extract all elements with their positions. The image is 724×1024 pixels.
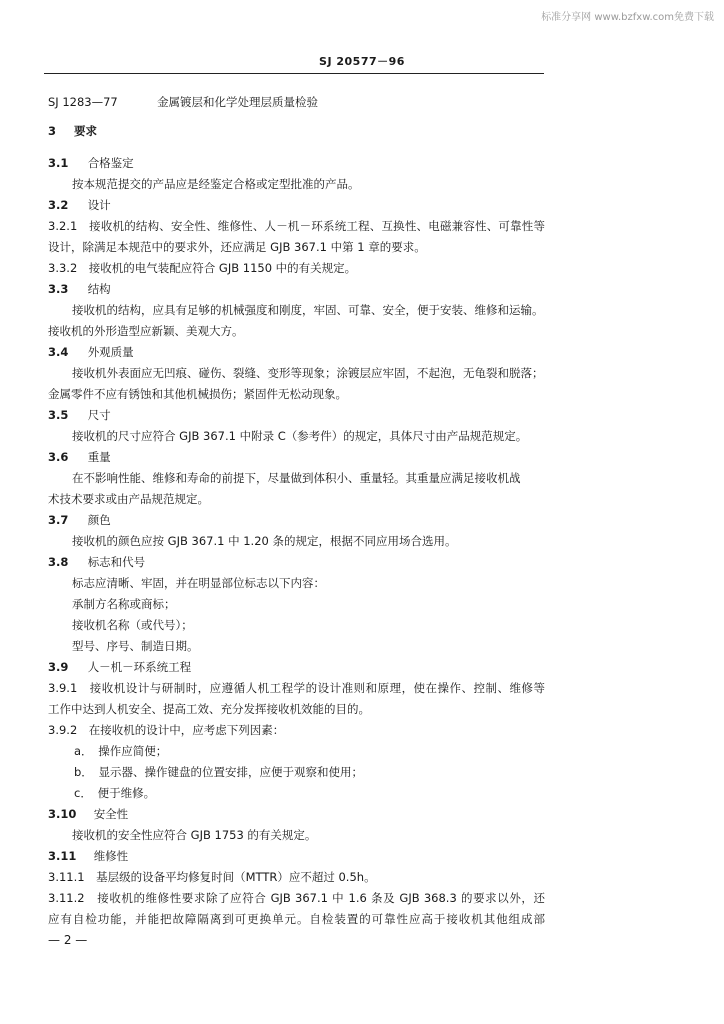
section-title: 要求: [74, 124, 98, 138]
reference-code: SJ 1283—77: [48, 95, 118, 109]
list-item: 接收机名称（或代号）；: [72, 618, 193, 632]
section-number: 3: [48, 124, 57, 138]
section-title: 安全性: [93, 807, 129, 821]
paragraph: 3.11.1 基层级的设备平均修复时间（MTTR）应不超过 0.5h。: [48, 870, 376, 884]
section-number: 3.1: [48, 156, 69, 170]
section-number: 3.4: [48, 345, 69, 359]
paragraph: 接收机的外形造型应新颖、美观大方。: [48, 324, 244, 338]
section-3-2-heading: [48, 198, 111, 212]
list-item: 承制方名称或商标；: [72, 597, 176, 611]
section-title: 结构: [87, 282, 111, 296]
section-3-heading: [48, 124, 97, 138]
section-title: 重量: [87, 450, 111, 464]
section-3-8-heading: [48, 555, 145, 569]
paragraph: 标志应清晰、牢固，并在明显部位标志以下内容：: [72, 576, 325, 590]
section-number: 3.9: [48, 660, 69, 674]
paragraph: 金属零件不应有锈蚀和其他机械损伤；紧固件无松动现象。: [48, 387, 347, 401]
paragraph: 3.11.2 接收机的维修性要求除了应符合 GJB 367.1 中 1.6 条及 GJB 368.3 的要求以外，还: [48, 891, 545, 905]
section-title: 人－机－环系统工程: [87, 660, 192, 674]
section-3-11-heading: [48, 849, 128, 863]
section-number: 3.3: [48, 282, 69, 296]
section-title: 维修性: [93, 849, 129, 863]
section-title: 外观质量: [87, 345, 134, 359]
paragraph: 接收机的安全性应符合 GJB 1753 的有关规定。: [72, 828, 317, 842]
reference-title: 金属镀层和化学处理层质量检验: [157, 95, 319, 109]
section-number: 3.6: [48, 450, 69, 464]
list-item: a． 操作应简便；: [74, 744, 168, 758]
list-item: 型号、序号、制造日期。: [72, 639, 199, 653]
paragraph: 应有自检功能，并能把故障隔离到可更换单元。自检装置的可靠性应高于接收机其他组成部: [48, 912, 545, 926]
paragraph: 在不影响性能、维修和寿命的前提下，尽量做到体积小、重量轻。其重量应满足接收机战: [72, 471, 521, 485]
reference-line: [48, 95, 318, 109]
section-3-7-heading: [48, 513, 111, 527]
paragraph: 3.2.1 接收机的结构、安全性、维修性、人－机－环系统工程、互换性、电磁兼容性、可靠性等: [48, 219, 545, 233]
watermark: 标准分享网 www.bzfxw.com免费下载: [541, 12, 714, 23]
section-title: 尺寸: [87, 408, 111, 422]
section-title: 设计: [87, 198, 111, 212]
paragraph: 3.9.1 接收机设计与研制时，应遵循人机工程学的设计准则和原理，使在操作、控制、维修等: [48, 681, 545, 695]
section-title: 颜色: [87, 513, 111, 527]
section-3-3-heading: [48, 282, 111, 296]
section-3-4-heading: [48, 345, 134, 359]
list-item: b． 显示器、操作键盘的位置安排，应便于观察和使用；: [74, 765, 364, 779]
section-number: 3.10: [48, 807, 77, 821]
section-number: 3.7: [48, 513, 69, 527]
paragraph: 接收机的结构，应具有足够的机械强度和刚度，牢固、可靠、安全，便于安装、维修和运输。: [72, 303, 544, 317]
paragraph: 接收机外表面应无凹痕、碰伤、裂缝、变形等现象；涂镀层应牢固，不起泡，无龟裂和脱落；: [72, 366, 544, 380]
section-3-9-heading: [48, 660, 191, 674]
paragraph: 3.3.2 接收机的电气装配应符合 GJB 1150 中的有关规定。: [48, 261, 357, 275]
section-title: 标志和代号: [87, 555, 146, 569]
paragraph: 按本规范提交的产品应是经鉴定合格或定型批准的产品。: [72, 177, 360, 191]
paragraph: 设计，除满足本规范中的要求外，还应满足 GJB 367.1 中第 1 章的要求。: [48, 240, 426, 254]
section-3-5-heading: [48, 408, 111, 422]
section-number: 3.5: [48, 408, 69, 422]
section-number: 3.11: [48, 849, 77, 863]
paragraph: 接收机的尺寸应符合 GJB 367.1 中附录 C（参考件）的规定，具体尺寸由产品规范规定。: [72, 429, 528, 443]
header-divider: [44, 73, 544, 74]
standard-code-header: SJ 20577－96: [319, 55, 405, 68]
section-number: 3.2: [48, 198, 69, 212]
section-3-6-heading: [48, 450, 111, 464]
list-item: c． 便于维修。: [74, 786, 156, 800]
section-number: 3.8: [48, 555, 69, 569]
paragraph: 工作中达到人机安全、提高工效、充分发挥接收机效能的目的。: [48, 702, 370, 716]
paragraph: 术技术要求或由产品规范规定。: [48, 492, 209, 506]
section-3-10-heading: [48, 807, 128, 821]
section-title: 合格鉴定: [87, 156, 134, 170]
section-3-1-heading: [48, 156, 134, 170]
page-number: — 2 —: [48, 933, 88, 947]
paragraph: 接收机的颜色应按 GJB 367.1 中 1.20 条的规定，根据不同应用场合选用。: [72, 534, 457, 548]
paragraph: 3.9.2 在接收机的设计中，应考虑下列因素：: [48, 723, 285, 737]
